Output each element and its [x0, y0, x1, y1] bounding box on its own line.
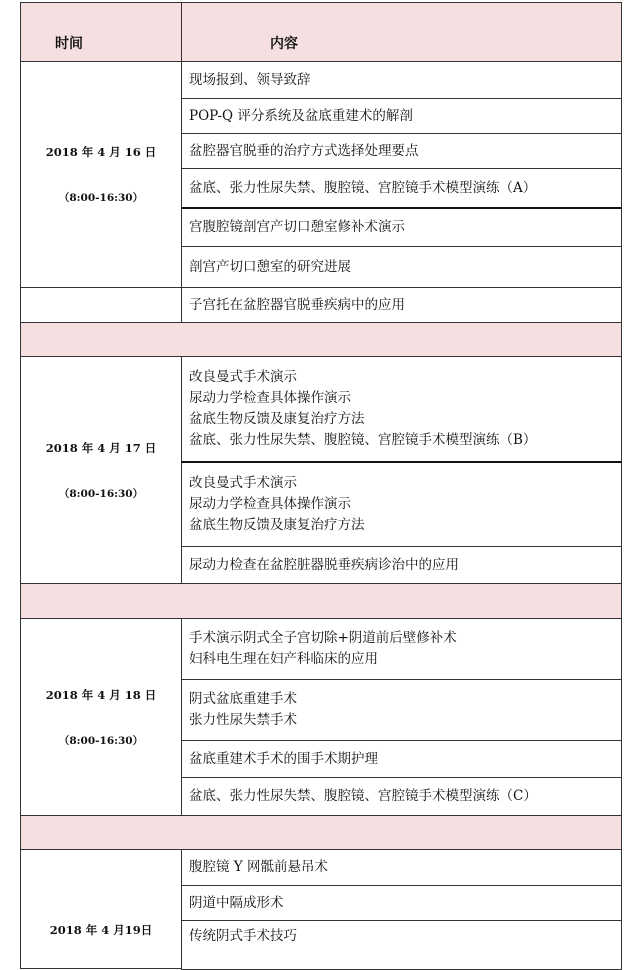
session-row	[181, 546, 622, 584]
session-line: 盆底、张力性尿失禁、腹腔镜、宫腔镜手术模型演练（A）	[189, 179, 537, 196]
session-row	[181, 356, 622, 462]
session-row	[181, 207, 622, 247]
day-date: 2018 年 4 月19日	[49, 923, 153, 937]
session-row	[181, 168, 622, 208]
separator-band	[20, 815, 622, 850]
session-line: POP-Q 评分系统及盆底重建术的解剖	[189, 107, 413, 124]
day-date: 2018 年 4 月 16 日	[45, 145, 157, 159]
session-line: 宫腹腔镜剖宫产切口憩室修补术演示	[189, 219, 405, 235]
day-time-cell	[20, 356, 182, 584]
session-line: 改良曼式手术演示	[189, 475, 297, 491]
session-line: 盆底生物反馈及康复治疗方法	[189, 411, 365, 427]
session-row	[181, 740, 622, 778]
session-line: 张力性尿失禁手术	[189, 712, 297, 728]
session-line: 尿动力学检查具体操作演示	[189, 390, 351, 406]
session-line: 盆底重建术手术的围手术期护理	[189, 750, 378, 767]
session-line: 现场报到、领导致辞	[189, 71, 311, 88]
day-time-cell	[20, 618, 182, 816]
day-date: 2018 年 4 月 18 日	[45, 687, 157, 702]
session-line: 妇科电生理在妇产科临床的应用	[189, 651, 378, 667]
session-row	[181, 849, 622, 886]
session-line: 阴道中隔成形术	[189, 894, 284, 911]
session-line: 尿动力检查在盆腔脏器脱垂疾病诊治中的应用	[189, 556, 459, 573]
session-line: 盆腔器官脱垂的治疗方式选择处理要点	[189, 142, 419, 159]
separator-band	[20, 322, 622, 357]
session-line: 改良曼式手术演示	[189, 369, 297, 385]
session-row	[181, 679, 622, 741]
header-content-cell	[181, 2, 622, 62]
session-row	[181, 618, 622, 680]
session-row	[181, 461, 622, 547]
day-hours: （8:00-16:30）	[58, 734, 144, 747]
header-time-label: 时间	[55, 36, 83, 52]
session-row	[181, 287, 622, 323]
session-row	[181, 246, 622, 288]
header-time-cell	[20, 2, 182, 62]
session-line: 腹腔镜 Y 网骶前悬吊术	[189, 859, 328, 875]
empty-time-cell	[20, 287, 182, 323]
session-line: 阴式盆底重建手术	[189, 691, 297, 707]
header-content-label: 内容	[270, 36, 298, 52]
session-row	[181, 777, 622, 816]
session-line: 手术演示阴式全子宫切除+阴道前后壁修补术	[189, 630, 457, 646]
session-row	[181, 920, 622, 970]
session-line: 盆底、张力性尿失禁、腹腔镜、宫腔镜手术模型演练（C）	[189, 788, 537, 804]
session-row	[181, 98, 622, 134]
session-line: 盆底生物反馈及康复治疗方法	[189, 517, 365, 533]
session-row	[181, 133, 622, 169]
session-line: 盆底、张力性尿失禁、腹腔镜、宫腔镜手术模型演练（B）	[189, 432, 537, 448]
day-date: 2018 年 4 月 17 日	[45, 440, 157, 455]
session-line: 剖宫产切口憩室的研究进展	[189, 258, 351, 275]
session-row	[181, 885, 622, 921]
day-hours: （8:00-16:30）	[58, 192, 144, 204]
session-line: 子宫托在盆腔器官脱垂疾病中的应用	[189, 296, 405, 313]
day-hours: （8:00-16:30）	[58, 487, 144, 500]
day-time-cell	[20, 61, 182, 288]
session-line: 传统阴式手术技巧	[189, 928, 297, 944]
session-line: 尿动力学检查具体操作演示	[189, 496, 351, 512]
separator-band	[20, 583, 622, 619]
session-row	[181, 61, 622, 99]
day-time-cell	[20, 849, 182, 969]
